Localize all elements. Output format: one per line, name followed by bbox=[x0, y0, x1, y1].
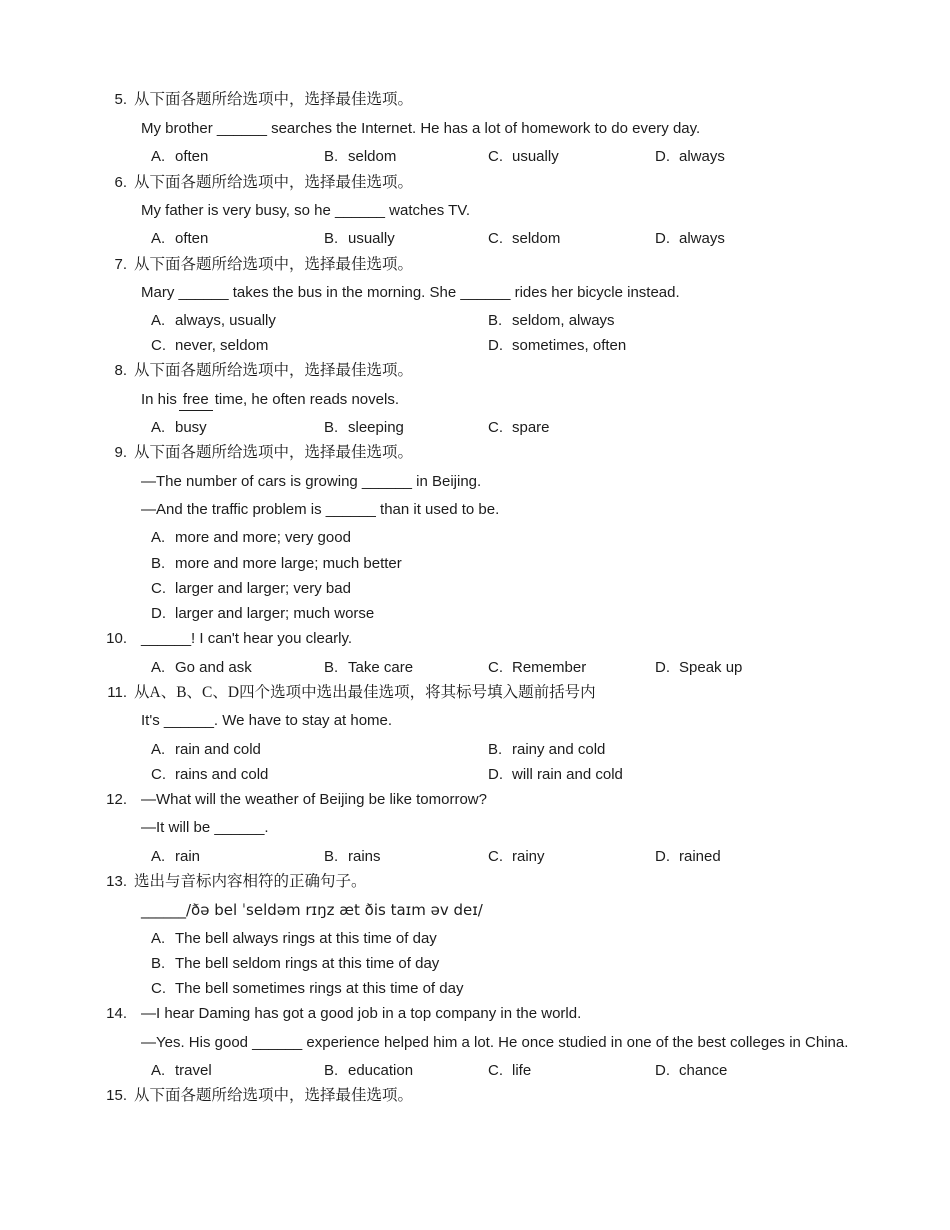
option-letter: A. bbox=[151, 312, 166, 329]
q13-ipa-line bbox=[0, 900, 950, 920]
q11-stem-line bbox=[0, 711, 950, 731]
q13-option-row-c bbox=[0, 979, 950, 999]
q8-instruction-cn: 从下面各题所给选项中，选择最佳选项。 bbox=[134, 362, 414, 379]
q9-option-row-a bbox=[0, 528, 950, 548]
option-letter: C. bbox=[488, 419, 503, 436]
option-letter: C. bbox=[151, 980, 166, 997]
q9-option-d bbox=[151, 604, 374, 624]
option-letter: A. bbox=[151, 1062, 166, 1079]
option-text: The bell seldom rings at this time of day bbox=[175, 955, 440, 972]
option-text: rainy and cold bbox=[512, 741, 606, 758]
option-text: rain and cold bbox=[175, 741, 261, 758]
q7-number: 7. bbox=[114, 256, 127, 273]
option-letter: B. bbox=[488, 741, 503, 758]
option-text: larger and larger; much worse bbox=[175, 605, 375, 622]
q11-number: 11. bbox=[107, 684, 127, 701]
q12-option-b bbox=[324, 847, 381, 867]
option-letter: A. bbox=[151, 659, 166, 676]
q10-option-b bbox=[324, 658, 413, 678]
q5-option-d bbox=[655, 147, 725, 167]
option-text: chance bbox=[679, 1062, 728, 1079]
q12-option-a bbox=[151, 847, 200, 867]
q8-stem-pre: In his bbox=[141, 391, 177, 408]
q9-option-row-c bbox=[0, 579, 950, 599]
q13-instruction-cn: 选出与音标内容相符的正确句子。 bbox=[134, 873, 367, 890]
option-text: Remember bbox=[512, 659, 587, 676]
q9-option-b bbox=[151, 554, 402, 574]
q5-stem-line bbox=[0, 119, 950, 139]
option-text: life bbox=[512, 1062, 532, 1079]
q12-stem-1: —What will the weather of Beijing be like tomorrow? bbox=[141, 791, 487, 808]
option-letter: C. bbox=[488, 230, 503, 247]
q6-stem: My father is very busy, so he ______ watches TV. bbox=[141, 202, 471, 219]
q8-stem bbox=[141, 390, 399, 411]
q13-ipa-transcription: ______/ðə bel ˈseldəm rɪŋz æt ðis taɪm əv deɪ/ bbox=[141, 901, 483, 919]
option-text: The bell sometimes rings at this time of day bbox=[175, 980, 464, 997]
q13-option-c bbox=[151, 979, 463, 999]
q8-underlined-word: free bbox=[179, 390, 213, 411]
option-text: rains and cold bbox=[175, 766, 269, 783]
option-text: Take care bbox=[348, 659, 414, 676]
option-letter: C. bbox=[488, 1062, 503, 1079]
q6-instruction-line bbox=[0, 173, 950, 193]
q13-instruction-line bbox=[0, 872, 950, 892]
option-text: seldom bbox=[348, 148, 397, 165]
option-letter: D. bbox=[488, 766, 503, 783]
q11-instruction-cn: 从A、B、C、D四个选项中选出最佳选项，将其标号填入题前括号内 bbox=[134, 684, 596, 701]
q10-stem-line bbox=[0, 629, 950, 649]
q5-stem: My brother ______ searches the Internet. He has a lot of homework to do every day. bbox=[141, 120, 701, 137]
option-letter: D. bbox=[488, 337, 503, 354]
q10-stem: ______! I can't hear you clearly. bbox=[141, 630, 353, 647]
q5-options-row bbox=[0, 147, 950, 167]
q15-instruction-line bbox=[0, 1086, 950, 1106]
option-text: often bbox=[175, 148, 209, 165]
option-text: travel bbox=[175, 1062, 212, 1079]
option-letter: B. bbox=[488, 312, 503, 329]
option-letter: A. bbox=[151, 529, 166, 546]
option-text: education bbox=[348, 1062, 414, 1079]
option-text: The bell always rings at this time of day bbox=[175, 930, 437, 947]
option-text: rained bbox=[679, 848, 721, 865]
q10-number: 10. bbox=[106, 630, 127, 647]
q5-option-b bbox=[324, 147, 396, 167]
q14-stem-line-1 bbox=[0, 1004, 950, 1024]
q8-number: 8. bbox=[114, 362, 127, 379]
q10-options-row bbox=[0, 658, 950, 678]
q7-instruction-line bbox=[0, 255, 950, 275]
option-letter: D. bbox=[151, 605, 166, 622]
q11-option-a bbox=[151, 740, 261, 760]
q5-instruction-cn: 从下面各题所给选项中，选择最佳选项。 bbox=[134, 91, 414, 108]
option-letter: A. bbox=[151, 230, 166, 247]
q12-stem-2: —It will be ______. bbox=[141, 819, 269, 836]
q11-options-row-1 bbox=[0, 740, 950, 760]
q14-option-a bbox=[151, 1061, 212, 1081]
q9-stem-line-2 bbox=[0, 500, 950, 520]
option-letter: C. bbox=[151, 337, 166, 354]
q8-option-a bbox=[151, 418, 207, 438]
option-text: Go and ask bbox=[175, 659, 252, 676]
option-letter: A. bbox=[151, 848, 166, 865]
q7-instruction-cn: 从下面各题所给选项中，选择最佳选项。 bbox=[134, 256, 414, 273]
q9-stem-1: —The number of cars is growing ______ in Beijing. bbox=[141, 473, 482, 490]
q12-options-row bbox=[0, 847, 950, 867]
option-letter: B. bbox=[324, 230, 339, 247]
option-text: more and more; very good bbox=[175, 529, 351, 546]
q8-option-c bbox=[488, 418, 550, 438]
q10-option-d bbox=[655, 658, 742, 678]
option-text: Speak up bbox=[679, 659, 743, 676]
q12-stem-line-2 bbox=[0, 818, 950, 838]
q11-instruction-line bbox=[0, 683, 950, 703]
option-text: larger and larger; very bad bbox=[175, 580, 351, 597]
option-text: busy bbox=[175, 419, 207, 436]
q9-option-row-d bbox=[0, 604, 950, 624]
q5-option-c bbox=[488, 147, 559, 167]
q7-stem-line bbox=[0, 283, 950, 303]
q6-option-b bbox=[324, 229, 395, 249]
q11-option-c bbox=[151, 765, 268, 785]
option-text: more and more large; much better bbox=[175, 555, 402, 572]
option-letter: C. bbox=[151, 766, 166, 783]
option-letter: A. bbox=[151, 741, 166, 758]
option-letter: C. bbox=[488, 848, 503, 865]
q8-stem-line bbox=[0, 390, 950, 410]
option-letter: B. bbox=[324, 1062, 339, 1079]
q13-option-row-a bbox=[0, 929, 950, 949]
option-letter: C. bbox=[488, 659, 503, 676]
q12-option-c bbox=[488, 847, 545, 867]
option-text: rainy bbox=[512, 848, 545, 865]
q6-stem-line bbox=[0, 201, 950, 221]
q6-option-c bbox=[488, 229, 560, 249]
q6-option-a bbox=[151, 229, 208, 249]
option-letter: B. bbox=[151, 955, 166, 972]
q8-option-b bbox=[324, 418, 404, 438]
q7-options-row-1 bbox=[0, 311, 950, 331]
q9-instruction-cn: 从下面各题所给选项中，选择最佳选项。 bbox=[134, 444, 414, 461]
option-letter: B. bbox=[324, 419, 339, 436]
q15-instruction-cn: 从下面各题所给选项中，选择最佳选项。 bbox=[134, 1087, 414, 1104]
q7-option-b bbox=[488, 311, 615, 331]
q6-option-d bbox=[655, 229, 725, 249]
q14-stem-2: —Yes. His good ______ experience helped him a lot. He once studied in one of the best colleges in China. bbox=[141, 1034, 849, 1051]
option-letter: D. bbox=[655, 848, 670, 865]
option-letter: A. bbox=[151, 930, 166, 947]
option-text: spare bbox=[512, 419, 550, 436]
option-text: seldom bbox=[512, 230, 561, 247]
q7-options-row-2 bbox=[0, 336, 950, 356]
q6-options-row bbox=[0, 229, 950, 249]
option-letter: C. bbox=[151, 580, 166, 597]
q15-number: 15. bbox=[106, 1087, 127, 1104]
option-letter: D. bbox=[655, 1062, 670, 1079]
q5-option-a bbox=[151, 147, 208, 167]
option-letter: D. bbox=[655, 148, 670, 165]
option-letter: B. bbox=[324, 148, 339, 165]
option-text: rains bbox=[348, 848, 381, 865]
option-text: always, usually bbox=[175, 312, 276, 329]
q14-number: 14. bbox=[106, 1005, 127, 1022]
option-text: seldom, always bbox=[512, 312, 615, 329]
q11-option-b bbox=[488, 740, 605, 760]
q8-instruction-line bbox=[0, 361, 950, 381]
q14-option-c bbox=[488, 1061, 531, 1081]
q12-option-d bbox=[655, 847, 721, 867]
option-text: rain bbox=[175, 848, 201, 865]
q9-stem-line-1 bbox=[0, 472, 950, 492]
q13-option-a bbox=[151, 929, 437, 949]
q9-stem-2: —And the traffic problem is ______ than it used to be. bbox=[141, 501, 500, 518]
q8-stem-post: time, he often reads novels. bbox=[214, 391, 399, 408]
q11-options-row-2 bbox=[0, 765, 950, 785]
q7-stem: Mary ______ takes the bus in the morning. She ______ rides her bicycle instead. bbox=[141, 284, 680, 301]
q13-number: 13. bbox=[106, 873, 127, 890]
q6-number: 6. bbox=[114, 174, 127, 191]
option-text: never, seldom bbox=[175, 337, 269, 354]
q13-option-row-b bbox=[0, 954, 950, 974]
q9-instruction-line bbox=[0, 443, 950, 463]
q6-instruction-cn: 从下面各题所给选项中，选择最佳选项。 bbox=[134, 174, 414, 191]
option-text: sometimes, often bbox=[512, 337, 627, 354]
option-text: will rain and cold bbox=[512, 766, 623, 783]
q9-number: 9. bbox=[114, 444, 127, 461]
q7-option-c bbox=[151, 336, 268, 356]
q10-option-c bbox=[488, 658, 586, 678]
q10-option-a bbox=[151, 658, 252, 678]
option-letter: B. bbox=[324, 659, 339, 676]
option-text: often bbox=[175, 230, 209, 247]
q5-number: 5. bbox=[114, 91, 127, 108]
option-letter: B. bbox=[151, 555, 166, 572]
q9-option-a bbox=[151, 528, 351, 548]
q5-instruction-line bbox=[0, 90, 950, 110]
option-letter: D. bbox=[655, 659, 670, 676]
q7-option-a bbox=[151, 311, 276, 331]
option-text: always bbox=[679, 230, 725, 247]
option-letter: D. bbox=[655, 230, 670, 247]
q13-option-b bbox=[151, 954, 439, 974]
option-text: always bbox=[679, 148, 725, 165]
option-text: usually bbox=[348, 230, 395, 247]
option-text: usually bbox=[512, 148, 559, 165]
q12-stem-line-1 bbox=[0, 790, 950, 810]
q11-stem: It's ______. We have to stay at home. bbox=[141, 712, 393, 729]
option-letter: A. bbox=[151, 419, 166, 436]
q14-option-b bbox=[324, 1061, 413, 1081]
q11-option-d bbox=[488, 765, 623, 785]
option-letter: C. bbox=[488, 148, 503, 165]
q7-option-d bbox=[488, 336, 626, 356]
q14-stem-1: —I hear Daming has got a good job in a top company in the world. bbox=[141, 1005, 582, 1022]
q14-options-row bbox=[0, 1061, 950, 1081]
q9-option-row-b bbox=[0, 554, 950, 574]
option-text: sleeping bbox=[348, 419, 404, 436]
q14-stem-line-2 bbox=[0, 1033, 950, 1053]
q8-options-row bbox=[0, 418, 950, 438]
option-letter: A. bbox=[151, 148, 166, 165]
q9-option-c bbox=[151, 579, 351, 599]
q14-option-d bbox=[655, 1061, 727, 1081]
option-letter: B. bbox=[324, 848, 339, 865]
q12-number: 12. bbox=[106, 791, 127, 808]
